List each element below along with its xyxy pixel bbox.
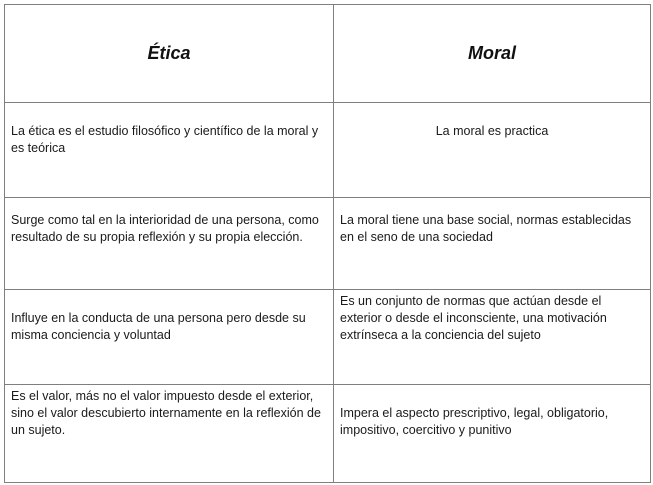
header-row <box>5 5 651 103</box>
cell-moral: La moral tiene una base social, normas establecidas en el seno de una sociedad <box>334 198 651 290</box>
comparison-table <box>4 4 651 483</box>
table-row <box>5 290 651 385</box>
cell-etica: Surge como tal en la interioridad de una persona, como resultado de su propia reflexión y su propia elección. <box>5 198 334 290</box>
table-row <box>5 103 651 198</box>
header-etica: Ética <box>5 5 334 103</box>
table-row <box>5 198 651 290</box>
cell-etica: La ética es el estudio filosófico y científico de la moral y es teórica <box>5 103 334 198</box>
table-row <box>5 385 651 483</box>
cell-moral: La moral es practica <box>334 103 651 198</box>
header-moral: Moral <box>334 5 651 103</box>
cell-etica: Influye en la conducta de una persona pero desde su misma conciencia y voluntad <box>5 290 334 385</box>
cell-etica: Es el valor, más no el valor impuesto desde el exterior, sino el valor descubierto internamente en la reflexión de un sujeto. <box>5 385 334 483</box>
cell-moral: Impera el aspecto prescriptivo, legal, obligatorio, impositivo, coercitivo y punitivo <box>334 385 651 483</box>
cell-moral: Es un conjunto de normas que actúan desde el exterior o desde el inconsciente, una motivación extrínseca a la conciencia del sujeto <box>334 290 651 385</box>
